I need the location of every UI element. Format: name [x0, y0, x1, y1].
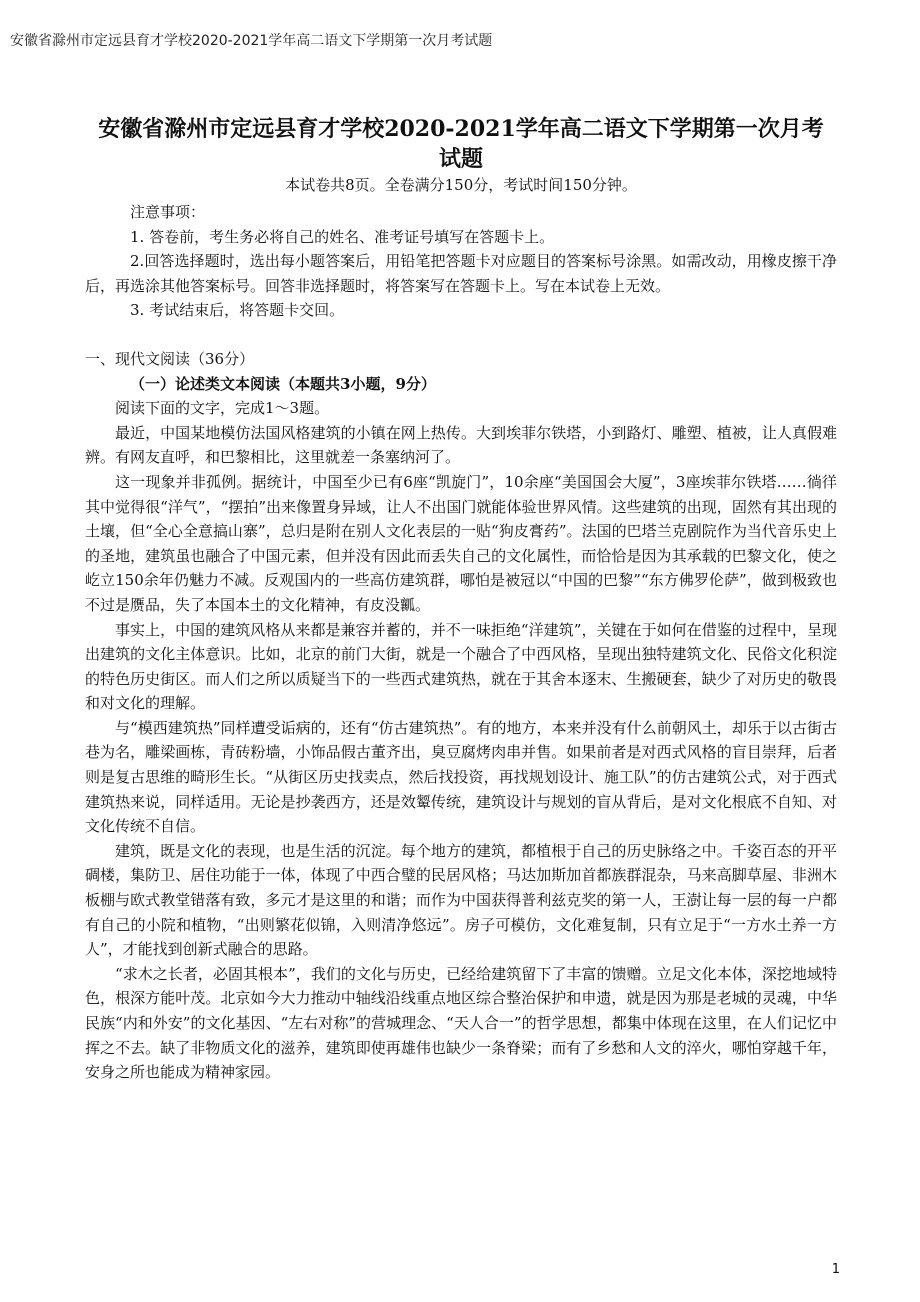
- paragraph: 事实上，中国的建筑风格从来都是兼容并蓄的，并不一味拒绝“洋建筑”，关键在于如何在借鉴的过程中，呈现出建筑的文化主体意识。比如，北京的前门大街，就是一个融合了中西风格，呈现出独特建筑文化、民俗文化积淀的特色历史街区。而人们之所以质疑当下的一些西式建筑热，就在于其舍本逐末、生搬硬套，缺少了对历史的敬畏和对文化的理解。: [85, 620, 837, 713]
- reading-instruction: 阅读下面的文字，完成1～3题。: [115, 399, 330, 418]
- paragraph: “求木之长者，必固其根本”，我们的文化与历史，已经给建筑留下了丰富的馈赠。立足文化本体，深挖地域特色，根深方能叶茂。北京如今大力推动中轴线沿线重点地区综合整治保护和申遗，就是因为那是老城的灵魂，中华民族“内和外安”的文化基因、“左右对称”的营城理念、“天人合一”的哲学思想，都集中体现在这里，在人们记忆中挥之不去。缺了非物质文化的滋养，建筑即使再雄伟也缺少一条脊梁；而有了乡愁和人文的淬火，哪怕穿越千年，安身之所也能成为精神家园。: [85, 964, 837, 1082]
- page-number: 1: [831, 1262, 840, 1277]
- notice-item-2: 2.回答选择题时，选出每小题答案后，用铅笔把答题卡对应题目的答案标号涂黑。如需改动，用橡皮擦干净后，再选涂其他答案标号。回答非选择题时，将答案写在答题卡上。写在本试卷上无效。: [85, 252, 837, 295]
- title-line-1: 安徽省滁州市定远县育才学校2020-2021学年高二语文下学期第一次月考: [98, 116, 824, 142]
- exam-intro: 本试卷共8页。全卷满分150分，考试时间150分钟。: [285, 176, 637, 194]
- paragraph: 建筑，既是文化的表现，也是生活的沉淀。每个地方的建筑，都植根于自己的历史脉络之中。千姿百态的开平碉楼，集防卫、居住功能于一体，体现了中西合璧的民居风格；马达加斯加首都族群混杂，马来高脚草屋、非洲木板棚与欧式教堂错落有致，多元才是这里的和谐；而作为中国获得普利兹克奖的第一人，王澍让每一层的每一户都有自己的小院和植物，“出则繁花似锦，入则清净悠远”。房子可模仿，文化难复制，只有立足于“一方水土养一方人”，才能找到创新式融合的思路。: [85, 841, 837, 959]
- title-line-2: 试题: [438, 146, 483, 172]
- notice-item-1: 1. 答卷前，考生务必将自己的姓名、准考证号填写在答题卡上。: [130, 227, 555, 246]
- notice-heading: 注意事项：: [130, 203, 206, 221]
- section-heading: 一、现代文阅读（36分）: [85, 349, 255, 368]
- document-title: [85, 114, 837, 174]
- running-header: 安徽省滁州市定远县育才学校2020-2021学年高二语文下学期第一次月考试题: [10, 33, 493, 49]
- subsection-heading: （一）论述类文本阅读（本题共3小题，9分）: [130, 374, 436, 393]
- paragraph: 这一现象并非孤例。据统计，中国至少已有6座“凯旋门”，10余座“美国国会大厦”，3座埃菲尔铁塔……徜徉其中觉得很“洋气”，“摆拍”出来像置身异域，让人不出国门就能体验世界风情。这些建筑的出现，固然有其出现的土壤，但“全心全意搞山寨”，总归是附在别人文化表层的一贴“狗皮膏药”。法国的巴塔兰克剧院作为当代音乐史上的圣地，建筑虽也融合了中国元素，但并没有因此而丢失自己的文化属性，而恰恰是因为其承载的巴黎文化，使之屹立150余年仍魅力不减。反观国内的一些高仿建筑群，哪怕是被冠以“中国的巴黎”“东方佛罗伦萨”，做到极致也不过是赝品，失了本国本土的文化精神，有皮没瓤。: [85, 472, 837, 614]
- paragraph: 最近，中国某地模仿法国风格建筑的小镇在网上热传。大到埃菲尔铁塔，小到路灯、雕塑、植被，让人真假难辨。有网友直呼，和巴黎相比，这里就差一条塞纳河了。: [85, 423, 837, 467]
- document-body: [85, 200, 837, 1085]
- paragraph: 与“模西建筑热”同样遭受诟病的，还有“仿古建筑热”。有的地方，本来并没有什么前朝风土，却乐于以古街古巷为名，雕梁画栋，青砖粉墙，小饰品假古董齐出，臭豆腐烤肉串并售。如果前者是对西式风格的盲目崇拜，后者则是复古思维的畸形生长。“从街区历史找卖点，然后找投资，再找规划设计、施工队”的仿古建筑公式，对于西式建筑热来说，同样适用。无论是抄袭西方，还是效颦传统，建筑设计与规划的盲从背后，是对文化根底不自知、对文化传统不自信。: [85, 718, 837, 836]
- notice-item-3: 3. 考试结束后，将答题卡交回。: [130, 301, 345, 320]
